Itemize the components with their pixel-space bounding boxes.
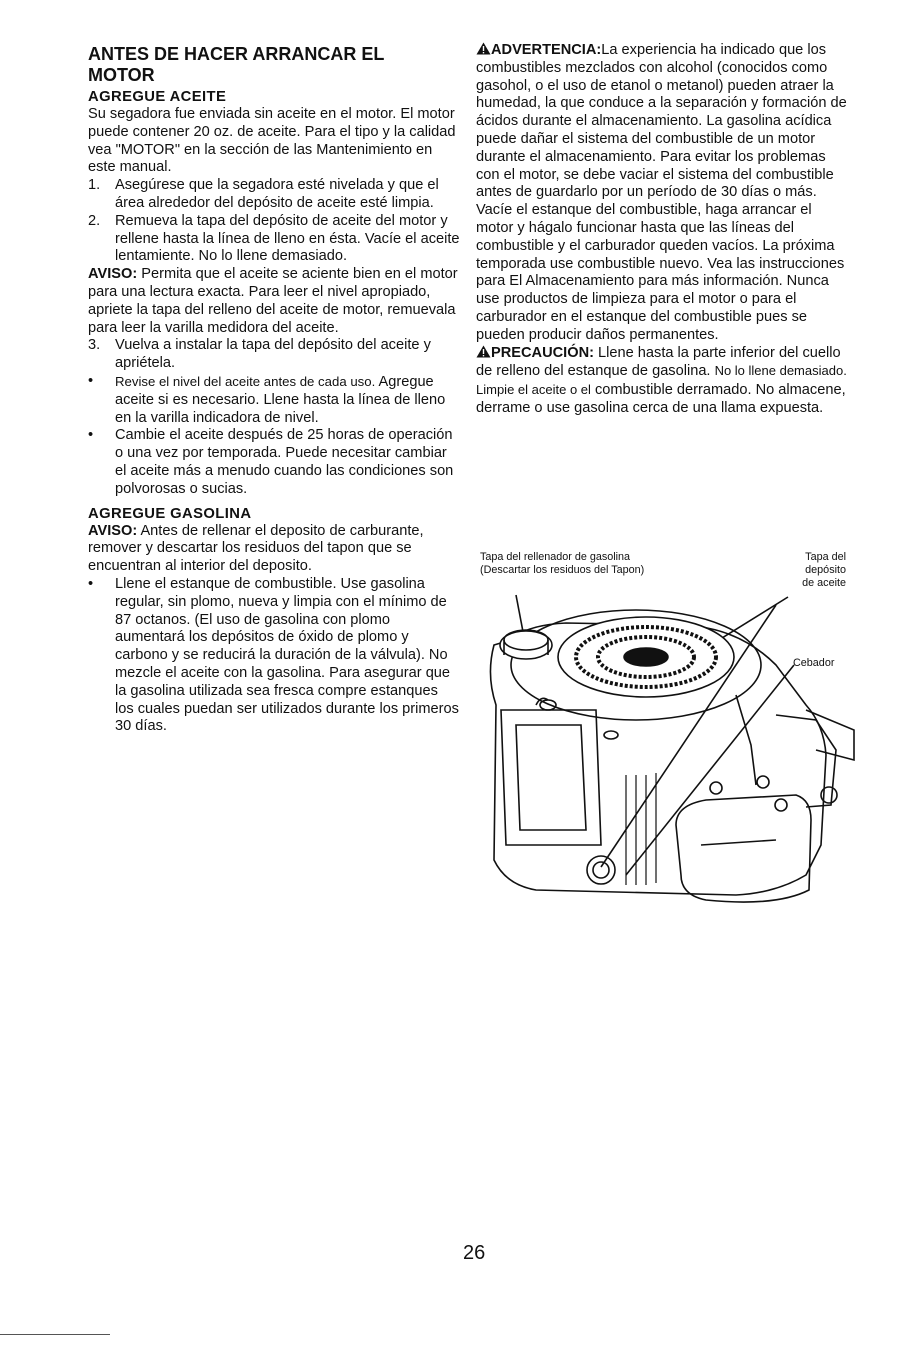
gas-heading: AGREGUE GASOLINA (88, 505, 252, 522)
warning-icon (476, 42, 491, 55)
warning-text: La experiencia ha indicado que los combustibles mezclados con alcohol (conocidos como gasohol, o el uso de etanol o metanol) pueden atraer la humedad, la que conduce a la separación y formación de ácidos durante el almacenamiento. La gasolina acídica puede dañar el sistema del combustible de un motor durante el almacenamiento. Para evitar los problemas con el motor, se debe vaciar el sistema del combustible antes de guardarlo por un período de 30 días o más. Vacíe el estanque del combustible, haga arrancar el motor y hágalo funcionar hasta que las líneas del combustible y el carburador queden vacíos. La próxima temporada use combustible nuevo. Vea las instrucciones para El Almacenamiento para más información. Nunca use productos de limpieza para el motor o para el carburador en el estanque del combustible pues se pueden producir daños permanentes. (476, 42, 847, 343)
oil-step-1: 1. Asegúrese que la segadora esté nivelada y que el área alrededor del depósito de aceite esté limpia. (88, 177, 439, 211)
caution-label: PRECAUCIÓN: (491, 344, 594, 361)
engine-illustration (476, 545, 856, 915)
gas-bullets (88, 576, 460, 736)
oil-intro: Su segadora fue enviada sin aceite en el motor. El motor puede contener 20 oz. de aceite. Para el tipo y la calidad vea "MOTOR" en la sección de las Mantenimiento en este manual. (88, 106, 456, 176)
label-gas-cap: Tapa del rellenador de gasolina (Descartar los residuos del Tapon) (480, 551, 645, 576)
gas-notice: AVISO: Antes de rellenar el deposito de carburante, remover y descartar los residuos del tapon que se encuentran al interior del deposito. (88, 522, 424, 575)
label-oil-cap: Tapa del depósito de aceite (802, 551, 846, 589)
page-number: 26 (463, 1242, 486, 1264)
oil-notice: AVISO: Permita que el aceite se aciente bien en el motor para una lectura exacta. Para leer el nivel apropiado, apriete la tapa del relleno del aceite de motor, remuevala para leer la varilla medidora del aceite. (88, 266, 458, 336)
footer-rule (0, 1334, 110, 1335)
oil-steps (88, 177, 460, 266)
oil-bullet-2: • Cambie el aceite después de 25 horas de operación o una vez por temporada. Puede necesitar cambiar el aceite más a menudo cuando las condiciones son polvorosas o sucias. (88, 427, 454, 497)
oil-heading: AGREGUE ACEITE (88, 89, 227, 105)
right-column (476, 42, 848, 418)
page-title: ANTES DE HACER ARRANCAR EL MOTOR (88, 44, 385, 85)
label-primer: Cebador (793, 657, 835, 669)
caution-icon (476, 345, 491, 358)
engine-figure (476, 545, 856, 915)
caution-paragraph: PRECAUCIÓN: Llene hasta la parte inferior del cuello de relleno del estanque de gasolina. No lo llene demasiado. Limpie el aceite o el combustible derramado. No almacene, derrame o use gasolina cerca de una llama expuesta. (476, 344, 847, 416)
oil-bullet-1: • Revise el nivel del aceite antes de cada uso. Agregue aceite si es necesario. Llene hasta la línea de lleno en la varilla indicadora de nivel. (88, 372, 446, 426)
left-column (88, 44, 460, 736)
warning-label: ADVERTENCIA: (491, 42, 602, 58)
oil-step-3: 3. Vuelva a instalar la tapa del depósito del aceite y apriétela. (88, 337, 431, 372)
gas-bullet-1: • Llene el estanque de combustible. Use gasolina regular, sin plomo, nueva y limpia con el mínimo de 87 octanos. (El uso de gasolina con plomo aumentará los depósitos de óxido de plomo y carbono y se reducirá la duración de la válvula). No mezcle el aceite con la gasolina. Para asegurar que la gasolina utilizada sea fresca compre estanques los cuales puedan ser utilizados durante los primeros 30 días. (88, 575, 459, 735)
oil-step-2: 2. Remueva la tapa del depósito de aceite del motor y rellene hasta la línea de lleno en ésta. Vacíe el aceite lentamiente. No lo llene demasiado. (88, 212, 460, 265)
oil-steps-cont (88, 337, 460, 373)
oil-bullets (88, 373, 460, 499)
warning-paragraph (476, 42, 848, 345)
